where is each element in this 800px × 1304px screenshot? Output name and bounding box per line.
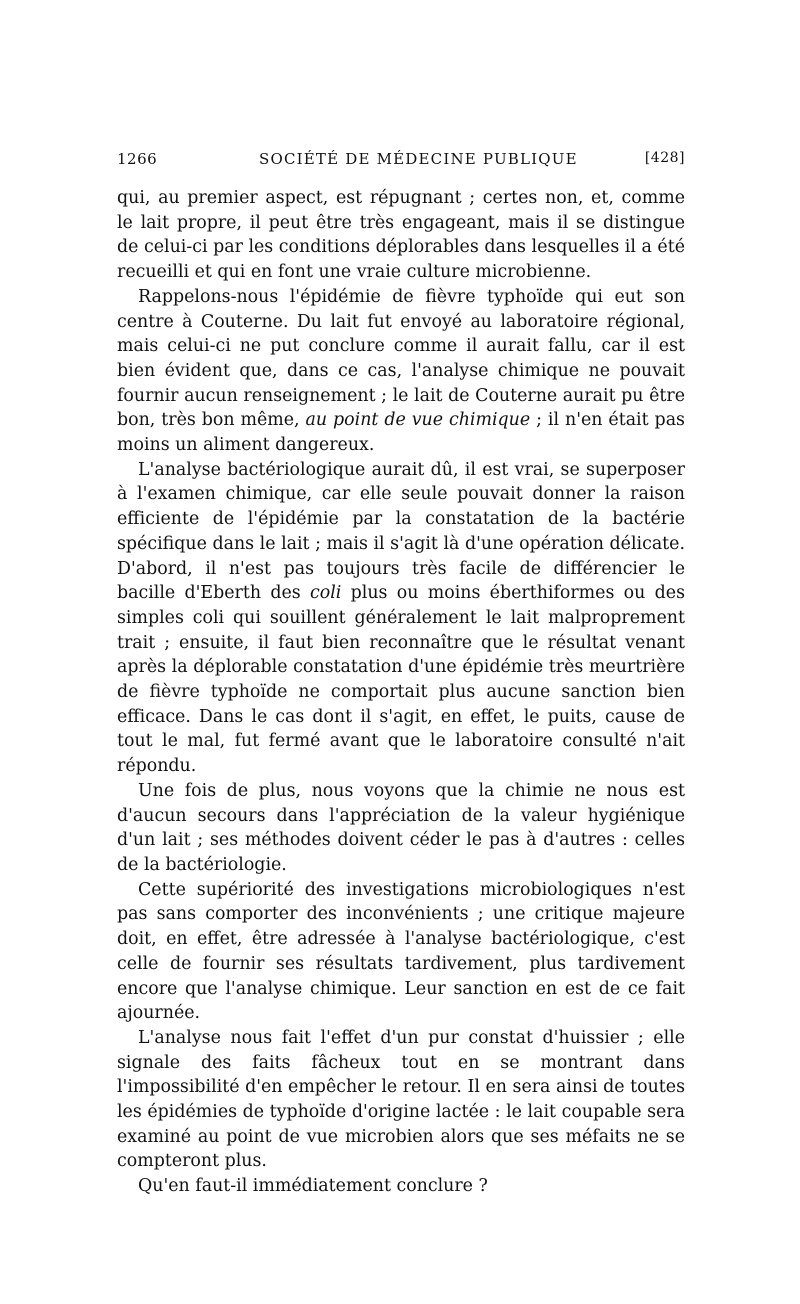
page-number: 1266: [117, 150, 158, 168]
paragraph-7: Qu'en faut-il immédiatement conclure ?: [138, 1176, 488, 1197]
paragraph-3-italic-word: coli: [310, 583, 342, 604]
body-text: [117, 186, 685, 1199]
journal-title: SOCIÉTÉ DE MÉDECINE PUBLIQUE: [259, 150, 578, 168]
paragraph-4: Une fois de plus, nous voyons que la chimie ne nous est d'aucun secours dans l'appréciation de la valeur hygiénique d'un lait ; ses méthodes doivent céder le pas à d'autres : celles de la bactériologie.: [117, 780, 685, 875]
paragraph-1: qui, au premier aspect, est répugnant ; certes non, et, comme le lait propre, il peut être très engageant, mais il se distingue de celui-ci par les conditions déplorables dans lesquelles il a été recueilli et qui en font une vraie culture microbienne.: [117, 188, 685, 283]
paragraph-2-italic-phrase: au point de vue chimique: [305, 410, 531, 431]
paragraph-3: [117, 458, 685, 779]
paragraph-3-text-before: L'analyse bactériologique aurait dû, il est vrai, se superposer à l'examen chimique, car elle seule pouvait donner la raison efficiente de l'épidémie par la constatation de la bactérie spécifique dans le lait ; mais il s'agit là d'une opération délicate. D'abord, il n'est pas toujours très facile de différencier le bacille d'Eberth des: [117, 459, 685, 604]
paragraph-3-text-after: plus ou moins éberthiformes ou des simples coli qui souillent généralement le lait malproprement trait ; ensuite, il faut bien reconnaître que le résultat venant après la déplorable constatation d'une épidémie très meurtrière de fièvre typhoïde ne comportait plus aucune sanction bien efficace. Dans le cas dont il s'agit, en effet, le puits, cause de tout le mal, fut fermé avant que le laboratoire consulté n'ait répondu.: [117, 583, 685, 777]
paragraph-6: L'analyse nous fait l'effet d'un pur constat d'huissier ; elle signale des faits fâcheux tout en se montrant dans l'impossibilité d'en empêcher le retour. Il en sera ainsi de toutes les épidémies de typhoïde d'origine lactée : le lait coupable sera examiné au point de vue microbien alors que ses méfaits ne se compteront plus.: [117, 1027, 685, 1172]
paragraph-2-text-before: Rappelons-nous l'épidémie de fièvre typhoïde qui eut son centre à Couterne. Du lait fut envoyé au laboratoire régional, mais celui-ci ne put conclure comme il aurait fallu, car il est bien évident que, dans ce cas, l'analyse chimique ne pouvait fournir aucun renseignement ; le lait de Couterne aurait pu être bon, très bon même,: [117, 286, 685, 431]
running-header: [117, 150, 685, 174]
paragraph-2: [117, 285, 685, 458]
paragraph-5: Cette supériorité des investigations microbiologiques n'est pas sans comporter des inconvénients ; une critique majeure doit, en effet, être adressée à l'analyse bactériologique, c'est celle de fournir ses résultats tardivement, plus tardivement encore que l'analyse chimique. Leur sanction en est de ce fait ajournée.: [117, 879, 685, 1024]
bracketed-page-number: [428]: [644, 150, 685, 166]
paragraph-2-text-after: ; il n'en était pas moins un aliment dangereux.: [117, 410, 685, 456]
